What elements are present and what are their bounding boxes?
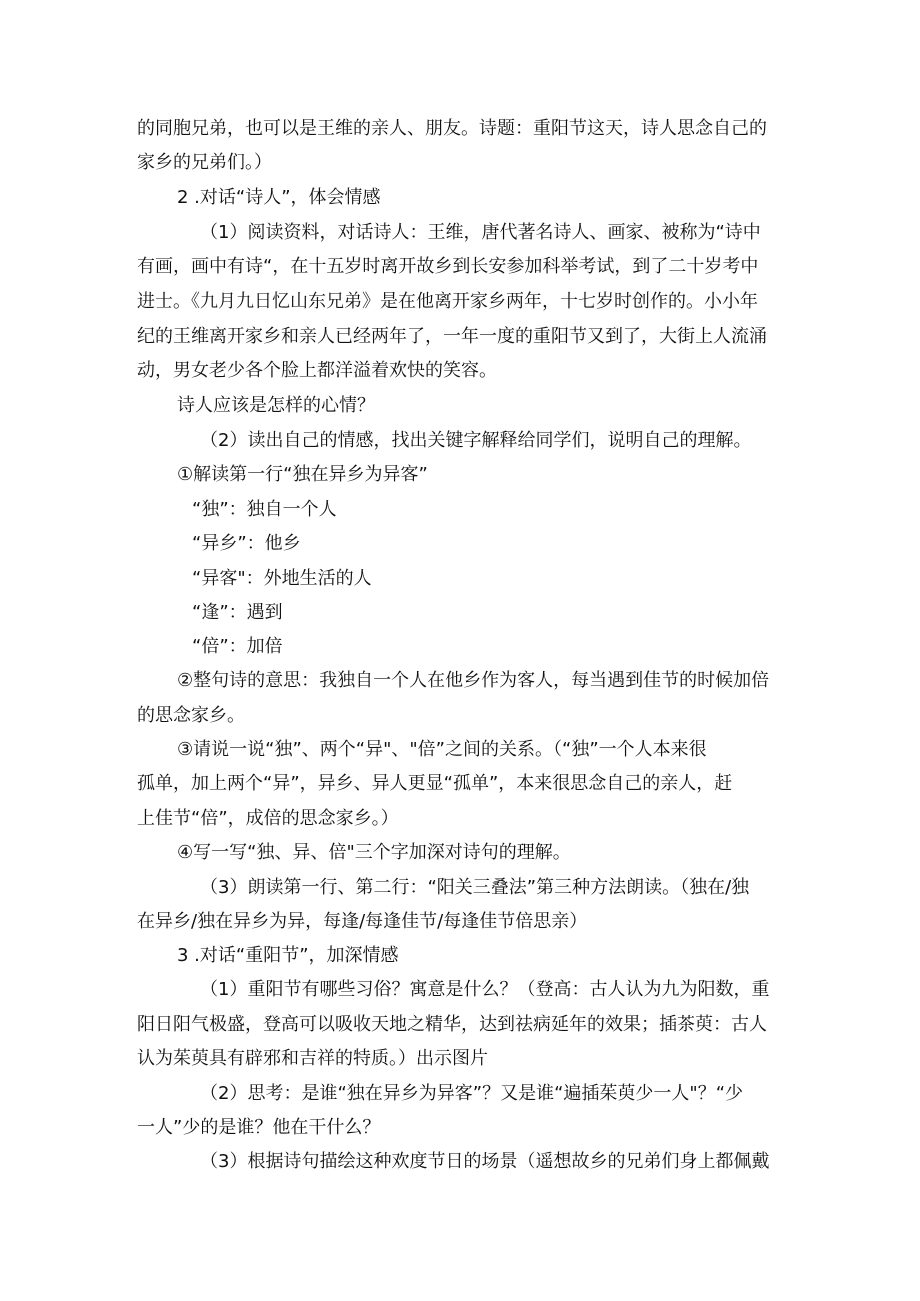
text-line: 纪的王维离开家乡和亲人已经两年了，一年一度的重阳节又到了，大街上人流涌 xyxy=(137,326,767,347)
text-line: 的同胞兄弟，也可以是王维的亲人、朋友。诗题：重阳节这天，诗人思念自己的 xyxy=(137,118,767,139)
text-line: 有画，画中有诗“，在十五岁时离开故乡到长安参加科举考试，到了二十岁考中 xyxy=(137,256,759,277)
section-heading: 2 .对话“诗人”，体会情感 xyxy=(177,187,381,208)
text-line: 家乡的兄弟们。） xyxy=(137,152,272,173)
text-line: ④写一写“独、异、倍"三个字加深对诗句的理解。 xyxy=(177,842,571,863)
text-line: （1）阅读资料，对话诗人：王维，唐代著名诗人、画家、被称为“诗中 xyxy=(200,222,761,243)
text-line: （3）根据诗句描绘这种欢度节日的场景（遥想故乡的兄弟们身上都佩戴 xyxy=(200,1151,770,1172)
text-line: 的思念家乡。 xyxy=(137,705,245,726)
text-line: （2）思考：是谁“独在异乡为异客”？又是谁“遍插茱萸少一人"？“少 xyxy=(200,1083,744,1104)
text-line: 上佳节“倍”，成倍的思念家乡。） xyxy=(137,808,399,829)
text-line: 在异乡/独在异乡为异，每逢/每逢佳节/每逢佳节倍思亲） xyxy=(137,911,588,932)
text-line: ②整句诗的意思：我独自一个人在他乡作为客人，每当遇到佳节的时候加倍 xyxy=(177,670,770,691)
text-line: ③请说一说“独”、两个“异"、"倍”之间的关系。（“独”一个人本来很 xyxy=(177,739,707,760)
text-line: 进士。《九月九日忆山东兄弟》是在他离开家乡两年，十七岁时创作的。小小年 xyxy=(137,291,758,312)
word-definition: “逢”：遇到 xyxy=(192,602,283,623)
text-line: （3）朗读第一行、第二行：“阳关三叠法”第三种方法朗读。（独在/独 xyxy=(200,877,750,898)
text-line: 孤单，加上两个“异”，异乡、异人更显“孤单”，本来很思念自己的亲人，赶 xyxy=(137,773,733,794)
text-line: 动，男女老少各个脸上都洋溢着欢快的笑容。 xyxy=(137,360,497,381)
word-definition: “异客"：外地生活的人 xyxy=(192,568,372,589)
text-line: （2）读出自己的情感，找出关键字解释给同学们，说明自己的理解。 xyxy=(200,430,752,451)
text-line: ①解读第一行“独在异乡为异客” xyxy=(177,464,428,485)
text-line: 一人”少的是谁？他在干什么？ xyxy=(137,1117,381,1138)
text-line: （1）重阳节有哪些习俗？寓意是什么？（登高：古人认为九为阳数，重 xyxy=(200,979,770,1000)
word-definition: “独”：独自一个人 xyxy=(192,499,337,520)
word-definition: “倍”：加倍 xyxy=(192,636,283,657)
text-line: 阳日阳气极盛，登高可以吸收天地之精华，达到祛病延年的效果；插茶萸：古人 xyxy=(137,1014,767,1035)
word-definition: “异乡”：他乡 xyxy=(192,533,301,554)
text-line: 认为茱萸具有辟邪和吉祥的特质。）出示图片 xyxy=(137,1048,488,1069)
text-line: 诗人应该是怎样的心情？ xyxy=(177,395,375,416)
section-heading: 3 .对话“重阳节”，加深情感 xyxy=(177,945,399,966)
